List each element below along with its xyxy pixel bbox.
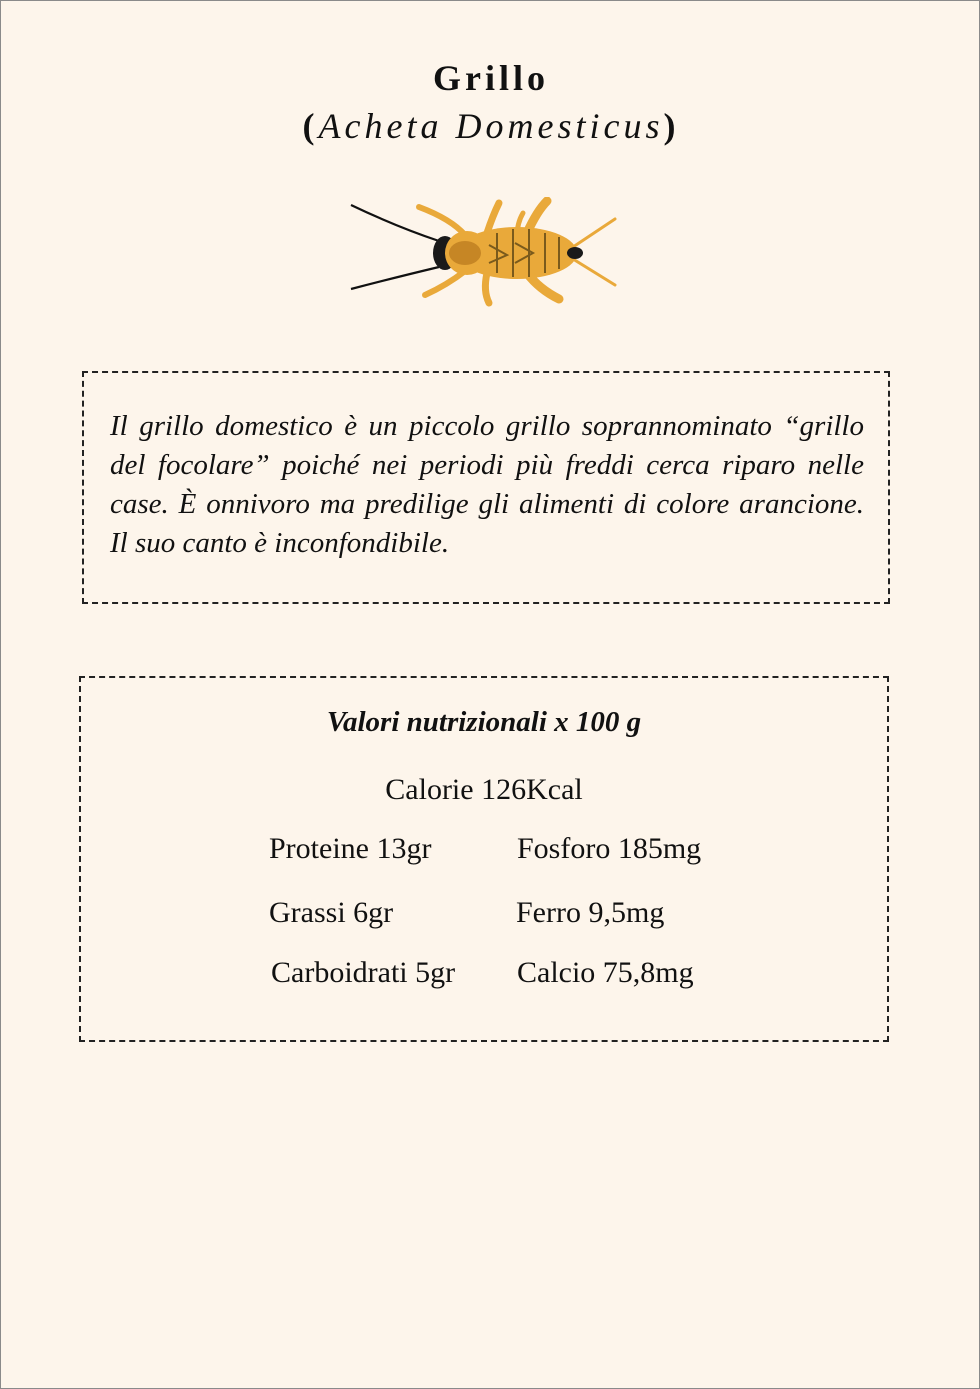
scientific-name-text: Acheta Domesticus [318,106,664,146]
nutrient-fat: Grassi 6gr [269,896,394,929]
scientific-name [1,105,980,147]
nutrition-calories: Calorie 126Kcal [385,773,583,806]
description-text: Il grillo domestico è un piccolo grillo soprannominato “grillo del focolare” poiché nei periodi più freddi cerca riparo nelle case. È onnivoro ma predilige gli alimenti di colore arancione. Il suo canto è inconfondibile. [110,410,864,559]
nutrient-protein: Proteine 13gr [269,832,432,865]
description-box [82,371,890,604]
nutrient-iron: Ferro 9,5mg [516,896,665,929]
nutrition-title: Valori nutrizionali x 100 g [326,706,642,738]
cricket-icon [347,197,623,309]
close-paren: ) [663,106,680,146]
nutrition-box [79,676,889,1042]
page-title: Grillo [433,58,549,98]
open-paren: ( [302,106,319,146]
nutrient-calcium: Calcio 75,8mg [517,956,694,989]
nutrient-carbs: Carboidrati 5gr [271,956,456,989]
nutrient-phosphorus: Fosforo 185mg [517,832,702,865]
